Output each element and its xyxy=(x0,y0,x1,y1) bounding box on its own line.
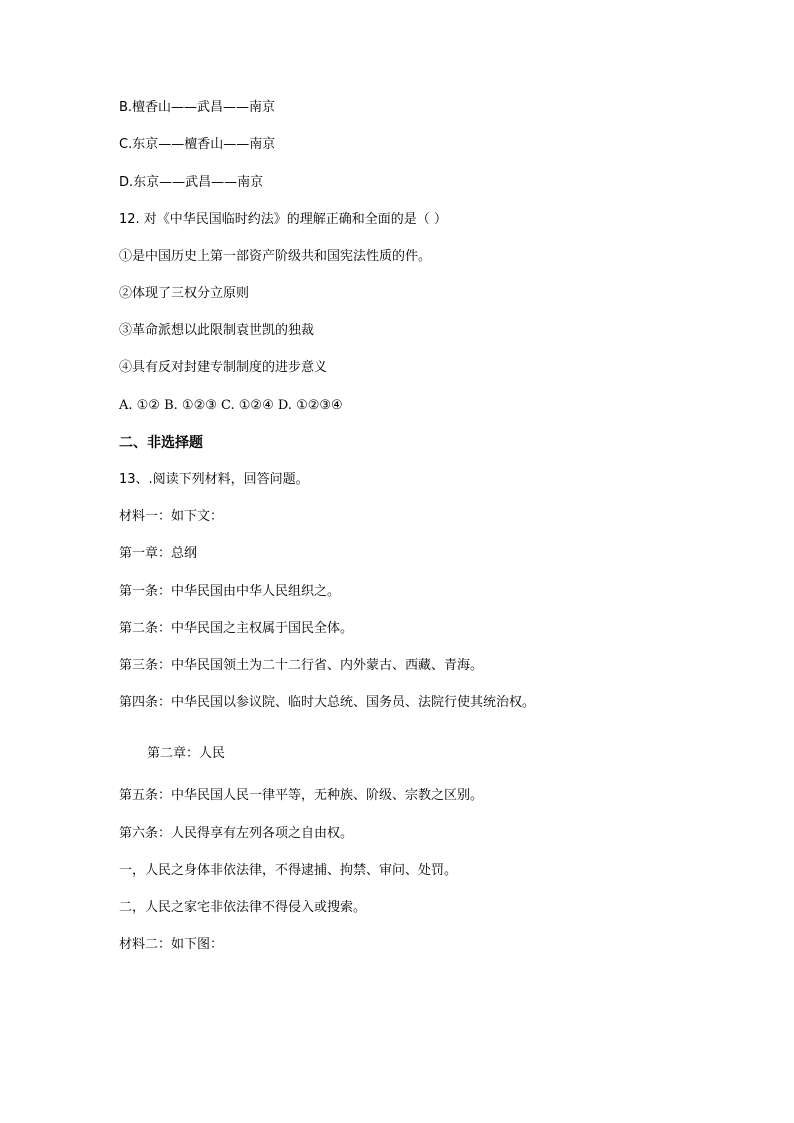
chapter-2-title: 第二章：人民 xyxy=(147,746,226,761)
article-6: 第六条：人民得享有左列各项之自由权。 xyxy=(119,826,354,841)
article-6-item-2: 二，人民之家宅非依法律不得侵入或搜索。 xyxy=(119,900,367,915)
article-1: 第一条：中华民国由中华人民组织之。 xyxy=(119,584,341,599)
option-d: D.东京——武昌——南京 xyxy=(119,175,264,190)
material-1-label: 材料一：如下文： xyxy=(119,509,224,524)
chapter-1-title: 第一章：总纲 xyxy=(119,546,198,561)
statement-1: ①是中国历史上第一部资产阶级共和国宪法性质的件。 xyxy=(119,249,432,264)
article-2: 第二条：中华民国之主权属于国民全体。 xyxy=(119,621,354,636)
answer-options: A. ①② B. ①②③ C. ①②④ D. ①②③④ xyxy=(119,398,343,413)
option-b: B.檀香山——武昌——南京 xyxy=(119,100,276,115)
question-12: 12. 对《中华民国临时约法》的理解正确和全面的是（ ） xyxy=(119,212,447,227)
article-3: 第三条：中华民国领土为二十二行省、内外蒙古、西藏、青海。 xyxy=(119,658,484,673)
question-13: 13、.阅读下列材料，回答问题。 xyxy=(119,472,309,487)
section-heading: 二、非选择题 xyxy=(119,435,203,451)
article-4: 第四条：中华民国以参议院、临时大总统、国务员、法院行使其统治权。 xyxy=(119,695,536,710)
article-6-item-1: 一，人民之身体非依法律，不得逮捕、拘禁、审问、处罚。 xyxy=(119,863,458,878)
statement-2: ②体现了三权分立原则 xyxy=(119,286,250,301)
statement-4: ④具有反对封建专制制度的进步意义 xyxy=(119,360,328,375)
option-c: C.东京——檀香山——南京 xyxy=(119,137,276,152)
material-2-label: 材料二：如下图： xyxy=(119,937,224,952)
statement-3: ③革命派想以此限制袁世凯的独裁 xyxy=(119,323,315,338)
article-5: 第五条：中华民国人民一律平等，无种族、阶级、宗教之区别。 xyxy=(119,788,484,803)
